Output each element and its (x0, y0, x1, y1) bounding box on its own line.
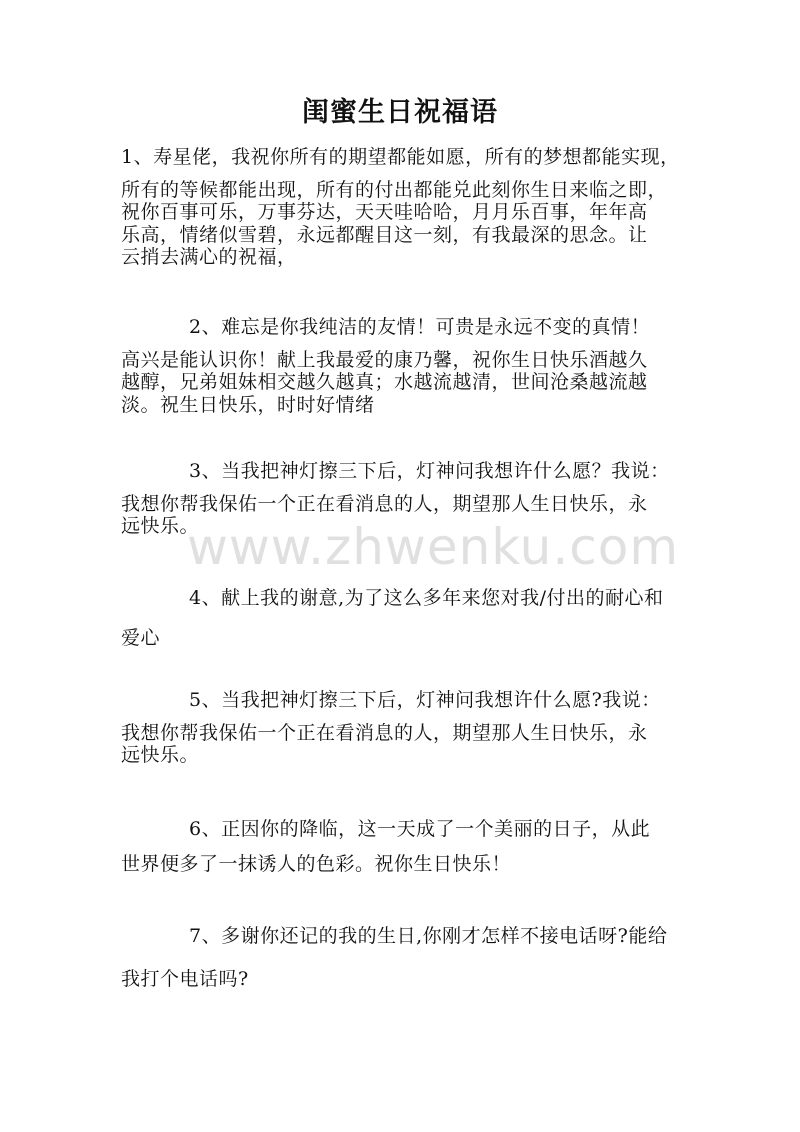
paragraph-line: 我想你帮我保佑一个正在看消息的人，期望那人生日快乐，永 (121, 721, 648, 744)
paragraph-5 (121, 689, 681, 767)
paragraph-2 (121, 316, 681, 416)
paragraph-line: 高兴是能认识你！献上我最爱的康乃馨，祝你生日快乐酒越久 (121, 348, 648, 371)
paragraph-line: 淡。祝生日快乐，时时好情绪 (121, 393, 375, 416)
paragraph-line: 3、当我把神灯擦三下后，灯神问我想许什么愿？我说： (189, 460, 670, 482)
paragraph-line: 所有的等候都能出现，所有的付出都能兑此刻你生日来临之即， (121, 178, 668, 201)
paragraph-line: 远快乐。 (121, 744, 200, 766)
paragraph-1 (121, 146, 681, 269)
paragraph-line: 越醇，兄弟姐妹相交越久越真；水越流越清，世间沧桑越流越 (121, 371, 648, 393)
paragraph-line: 我打个电话吗? (121, 967, 249, 990)
watermark: www.zhwenku.com (187, 518, 680, 576)
paragraph-line: 爱心 (121, 626, 161, 649)
paragraph-line: 世界便多了一抹诱人的色彩。祝你生日快乐！ (121, 852, 512, 875)
paragraph-line: 6、正因你的降临，这一天成了一个美丽的日子，从此 (189, 818, 651, 840)
paragraph-6 (121, 818, 681, 875)
paragraph-4 (121, 587, 681, 649)
paragraph-line: 我想你帮我保佑一个正在看消息的人，期望那人生日快乐，永 (121, 492, 648, 515)
paragraph-line: 4、献上我的谢意,为了这么多年来您对我/付出的耐心和 (189, 587, 664, 609)
paragraph-line: 祝你百事可乐，万事芬达，天天哇哈哈，月月乐百事，年年高 (121, 201, 648, 223)
document-title: 闺蜜生日祝福语 (302, 97, 498, 128)
paragraph-line: 1、寿星佬，我祝你所有的期望都能如愿，所有的梦想都能实现， (121, 146, 680, 168)
paragraph-line: 2、难忘是你我纯洁的友情！可贵是永远不变的真情！ (189, 316, 651, 338)
paragraph-line: 乐高，情绪似雪碧，永远都醒目这一刻，有我最深的思念。让 (121, 223, 648, 246)
paragraph-line: 5、当我把神灯擦三下后，灯神问我想许什么愿?我说： (189, 689, 661, 711)
paragraph-line: 7、多谢你还记的我的生日,你刚才怎样不接电话呀?能给 (189, 925, 668, 947)
paragraph-line: 远快乐。 (121, 515, 200, 537)
paragraph-line: 云捎去满心的祝福， (121, 246, 297, 268)
paragraph-7 (121, 925, 681, 990)
